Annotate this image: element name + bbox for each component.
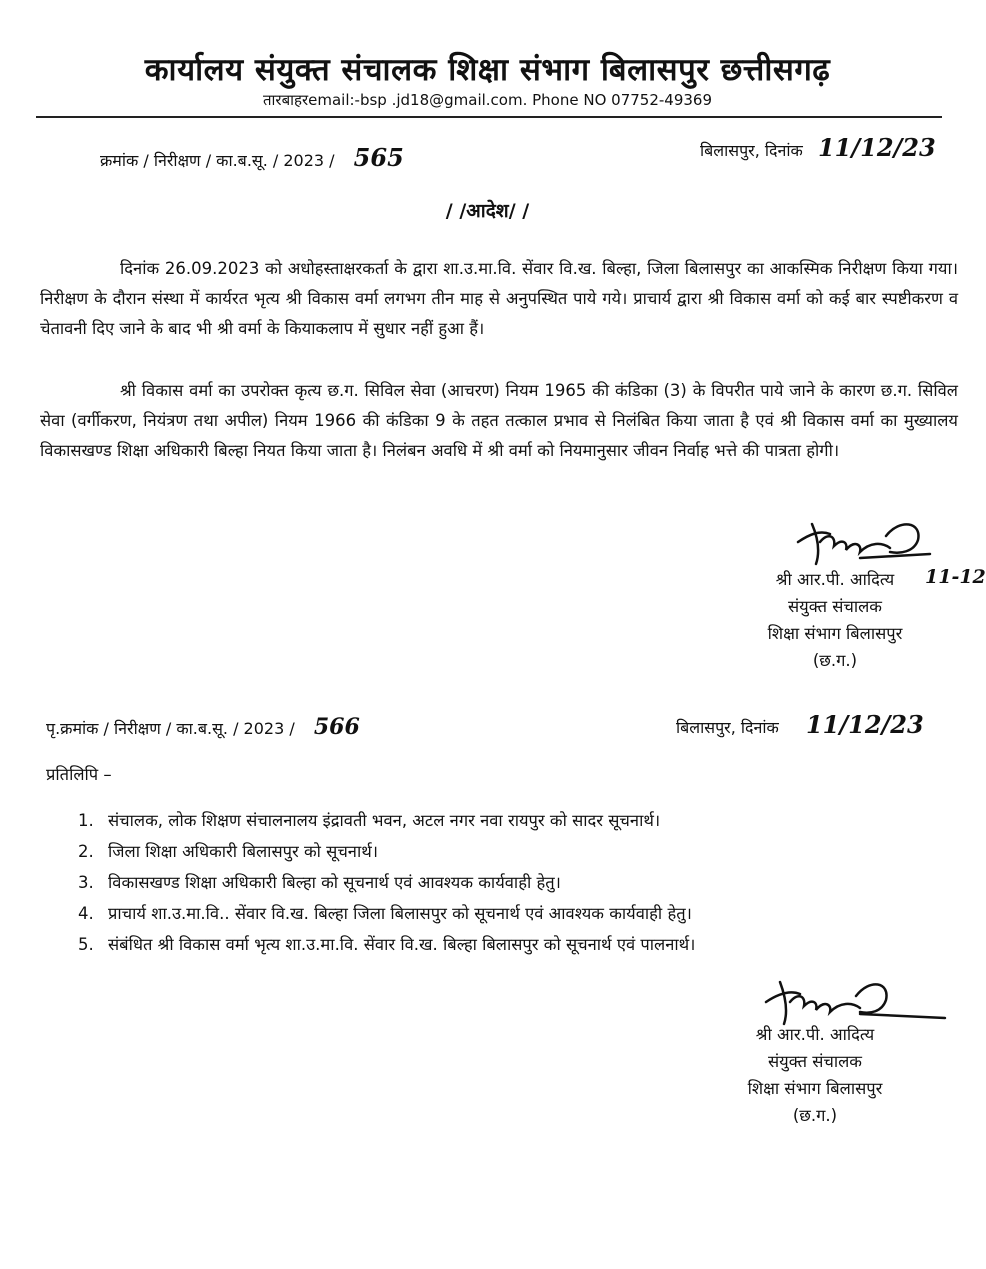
copy-recipient-list xyxy=(78,805,958,960)
signatory-office: शिक्षा संभाग बिलासपुर xyxy=(767,624,903,643)
order-reference xyxy=(100,143,404,172)
order-paragraph-1: दिनांक 26.09.2023 को अधोहस्ताक्षरकर्ता के द्वारा शा.उ.मा.वि. सेंवार वि.ख. बिल्हा, जिला बिलासपुर का आकस्मिक निरीक्षण किया गया। निरीक्षण के दौरान संस्था में कार्यरत भृत्य श्री विकास वर्मा लगभग तीन माह से अनुपस्थित पाये गये। प्राचार्य द्वारा श्री विकास वर्मा को कई बार स्पष्टीकरण व चेतावनी दिए जाने के बाद भी श्री वर्मा के कियाकलाप में सुधार नहीं हुआ हैं। xyxy=(40,259,958,338)
copy-reference xyxy=(46,714,360,740)
copy-date-label: बिलासपुर, दिनांक xyxy=(676,718,779,737)
office-title: कार्यालय संयुक्त संचालक शिक्षा संभाग बिलासपुर छत्तीसगढ़ xyxy=(144,52,831,88)
order-ref-number: 565 xyxy=(353,143,404,172)
signature-scribble xyxy=(790,512,940,572)
signature-block-copy xyxy=(720,1021,910,1129)
list-item: 5. संबंधित श्री विकास वर्मा भृत्य शा.उ.मा.वि. सेंवार वि.ख. बिल्हा बिलासपुर को सूचनार्थ एवं पालनार्थ। xyxy=(78,935,696,954)
copy-heading: प्रतिलिपि – xyxy=(46,765,112,784)
list-item: 1. संचालक, लोक शिक्षण संचालनालय इंद्रावती भवन, अटल नगर नवा रायपुर को सादर सूचनार्थ। xyxy=(78,811,661,830)
signature-block-order xyxy=(740,566,986,674)
signatory-designation: संयुक्त संचालक xyxy=(768,1052,862,1071)
order-ref-prefix: क्रमांक / निरीक्षण / का.ब.सू. / 2023 / xyxy=(100,151,335,170)
signature-date: 11-12 xyxy=(925,566,986,588)
order-date-label: बिलासपुर, दिनांक xyxy=(700,141,803,160)
copy-date xyxy=(676,710,924,739)
order-paragraph-2: श्री विकास वर्मा का उपरोक्त कृत्य छ.ग. सिविल सेवा (आचरण) नियम 1965 की कंडिका (3) के विपरीत पाये जाने के कारण छ.ग. सिविल सेवा (वर्गीकरण, नियंत्रण तथा अपील) नियम 1966 की कंडिका 9 के तहत तत्काल प्रभाव से निलंबित किया जाता है एवं श्री विकास वर्मा का मुख्यालय विकासखण्ड शिक्षा अधिकारी बिल्हा नियत किया जाता है। निलंबन अवधि में श्री वर्मा को नियमानुसार जीवन निर्वाह भत्ते की पात्रता होगी। xyxy=(40,381,958,460)
copy-ref-number: 566 xyxy=(313,714,360,740)
order-date-value: 11/12/23 xyxy=(817,133,936,162)
order-date xyxy=(700,133,936,162)
signatory-designation: संयुक्त संचालक xyxy=(788,597,882,616)
order-heading: / /आदेश/ / xyxy=(445,200,530,222)
signatory-state: (छ.ग.) xyxy=(812,651,858,670)
copy-ref-prefix: पृ.क्रमांक / निरीक्षण / का.ब.सू. / 2023 / xyxy=(46,719,295,738)
list-item: 3. विकासखण्ड शिक्षा अधिकारी बिल्हा को सूचनार्थ एवं आवश्यक कार्यवाही हेतु। xyxy=(78,873,561,892)
signatory-name: श्री आर.पी. आदित्य xyxy=(755,1025,875,1044)
list-item: 2. जिला शिक्षा अधिकारी बिलासपुर को सूचनार्थ। xyxy=(78,842,379,861)
signatory-name: श्री आर.पी. आदित्य xyxy=(775,570,895,589)
office-contact: तारबाहरemail:-bsp .jd18@gmail.com. Phone NO 07752-49369 xyxy=(263,91,712,109)
signatory-office: शिक्षा संभाग बिलासपुर xyxy=(747,1079,883,1098)
list-item: 4. प्राचार्य शा.उ.मा.वि.. सेंवार वि.ख. बिल्हा जिला बिलासपुर को सूचनार्थ एवं आवश्यक कार्यवाही हेतु। xyxy=(78,904,692,923)
copy-date-value: 11/12/23 xyxy=(805,710,924,739)
signatory-state: (छ.ग.) xyxy=(792,1106,838,1125)
header-divider xyxy=(36,116,942,118)
